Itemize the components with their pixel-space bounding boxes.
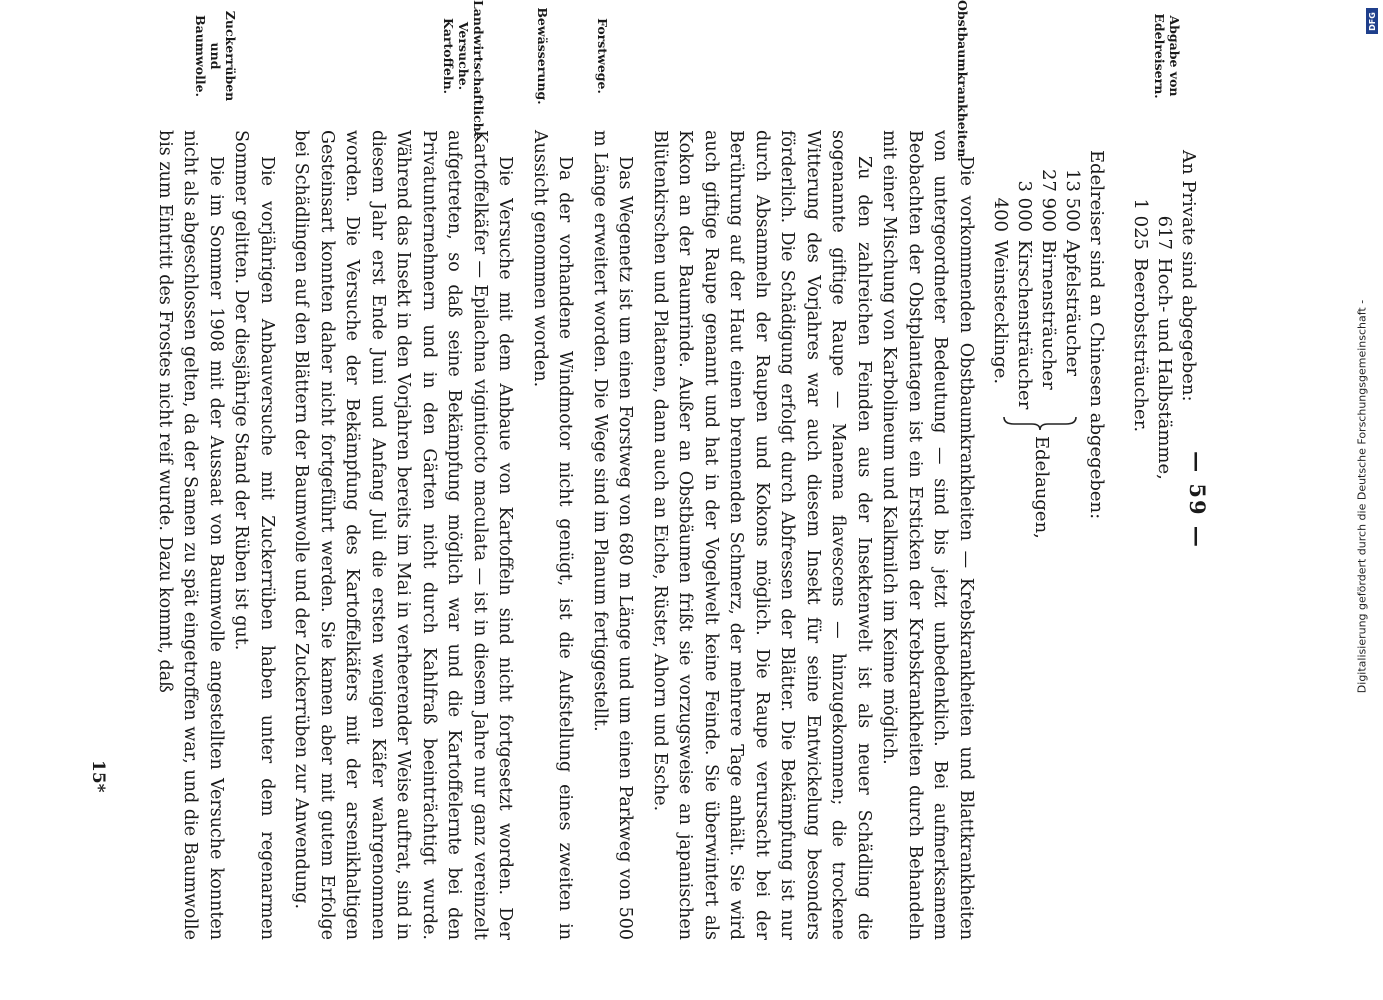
signature-mark: 15* <box>88 760 108 793</box>
margin-note: Landwirtschaftliche Versuche. Kartoffeln. <box>441 0 486 140</box>
paragraph: Die vorkommenden Obstbaumkrankheiten — Krebskrankheiten und Blattkrankheiten von untergeordneter Bedeutung — sind bis jetzt unbedenklich. Bei aufmerksamem Beobachten der Obstplantagen ist ein Ersticken der Krebskrankheiten durch Behandeln mit einer Mischung von Karbolineum und Kalkmilch im Keime möglich. <box>879 130 976 940</box>
item-text: Weinstecklinge. <box>990 240 1011 385</box>
item-text: Apfelsträucher <box>1062 240 1083 376</box>
margin-note: Abgabe von Edelreisern. <box>1152 13 1182 99</box>
margin-note: Zuckerrüben und Baumwolle. <box>193 10 238 102</box>
item-text: Kirschensträucher <box>1014 240 1035 410</box>
paragraph: Das Wegenetz ist um einen Forstweg von 680 m Länge und um einen Parkweg von 500 m Länge erweitert worden. Die Wege sind im Planum fertiggestellt. <box>590 130 636 940</box>
list-item <box>988 150 1012 750</box>
item-quantity: 1 025 <box>1130 198 1151 250</box>
paragraph: Zu den zahlreichen Feinden aus der Insektenwelt ist als neuer Schädling die sogenannte giftige Raupe — Manema flavescens — hinzugekommen; die trockene Witterung des Vorjahres war auch diesem Insekt für seine Entwickelung besonders förderlich. Die Schädigung erfolgt durch Abfressen der Blätter. Die Bekämpfung ist nur durch Absammeln der Raupen und Kokons möglich. Die Raupe verursacht bei der Berührung auf der Haut einen brennenden Schmerz, der mehrere Tage anhält. Sie wird auch giftige Raupe genannt und hat in der Vogelwelt keine Feinde. Sie überwintert als Kokon an der Baumrinde. Außer an Obstbäumen frißt sie vorzugsweise an japanischen Blütenkirschen und Platanen, dann auch an Eiche, Rüster, Ahorn und Esche. <box>650 130 874 940</box>
item-text: Beerobststräucher. <box>1130 258 1151 433</box>
paragraph: Die im Sommer 1908 mit der Aussaat von Baumwolle angestellten Versuche konnten nicht als abgeschlossen gelten, da der Samen zu spät eingetroffen war, und die Baumwolle bis zum Eintritt des Frostes nicht reif wurde. Dazu kommt, daß <box>155 130 226 940</box>
margin-note: Obstbaumkrankheiten. <box>955 0 970 162</box>
list-item <box>1152 150 1176 750</box>
digitization-notice: Digitalisierung gefördert durch die Deutsche Forschungsgemeinschaft - <box>1355 299 1369 694</box>
edelreiser-heading: Edelreiser sind an Chinesen abgegeben: <box>1086 150 1107 520</box>
list-item <box>1128 150 1152 750</box>
brace-label: Edelaugen, <box>1031 436 1052 539</box>
brace-mark <box>1002 415 1078 431</box>
private-heading: An Private sind abgegeben: <box>1178 150 1199 402</box>
private-list <box>1128 150 1200 750</box>
item-quantity: 400 <box>990 197 1011 232</box>
item-text: Birnensträucher <box>1038 240 1059 390</box>
item-quantity: 3 000 <box>1014 180 1035 232</box>
item-quantity: 617 <box>1154 215 1175 250</box>
list-item <box>1060 150 1084 750</box>
paragraph: Die Versuche mit dem Anbaue von Kartoffeln sind nicht fortgesetzt worden. Der Kartoffelkäfer — Epilachna vigintiocto maculata — ist in diesem Jahre nur ganz vereinzelt aufgetreten, so daß seine Bekämpfung möglich war und die Kartoffelernte bei den Privatunternehmern und in den Gärten nicht durch Kahlfraß beeinträchtigt wurde. Während das Insekt in den Vorjahren bereits im Mai in verheerender Weise auftrat, sind in diesem Jahr erst Ende Juni und Anfang Juli die ersten wenigen Käfer wahrgenommen worden. Die Versuche der Bekämpfung des Kartoffelkäfers mit der arsenikhaltigen Gesteinsart konnten daher nicht fortgeführt werden. Sie kamen aber mit gutem Erfolge bei Schädlingen auf den Blättern der Baumwolle und der Zuckerrüben zur Anwendung. <box>291 130 516 940</box>
page-number: — 59 — <box>1185 451 1210 549</box>
paragraph: Die vorjährigen Anbauversuche mit Zuckerrüben haben unter dem regenarmen Sommer gelitten. Der diesjährige Stand der Rüben ist gut. <box>231 130 277 940</box>
dfg-logo: DFG <box>1366 8 1378 34</box>
margin-note: Bewässerung. <box>535 7 550 105</box>
item-text: Hoch- und Halbstämme, <box>1154 258 1175 480</box>
body-text <box>152 130 979 940</box>
margin-note: Forstwege. <box>595 18 610 94</box>
item-quantity: 27 900 <box>1038 169 1059 232</box>
paragraph: Da der vorhandene Windmotor nicht genügt, ist die Aufstellung eines zweiten in Aussicht genommen worden. <box>530 130 576 940</box>
item-quantity: 13 500 <box>1062 169 1083 232</box>
